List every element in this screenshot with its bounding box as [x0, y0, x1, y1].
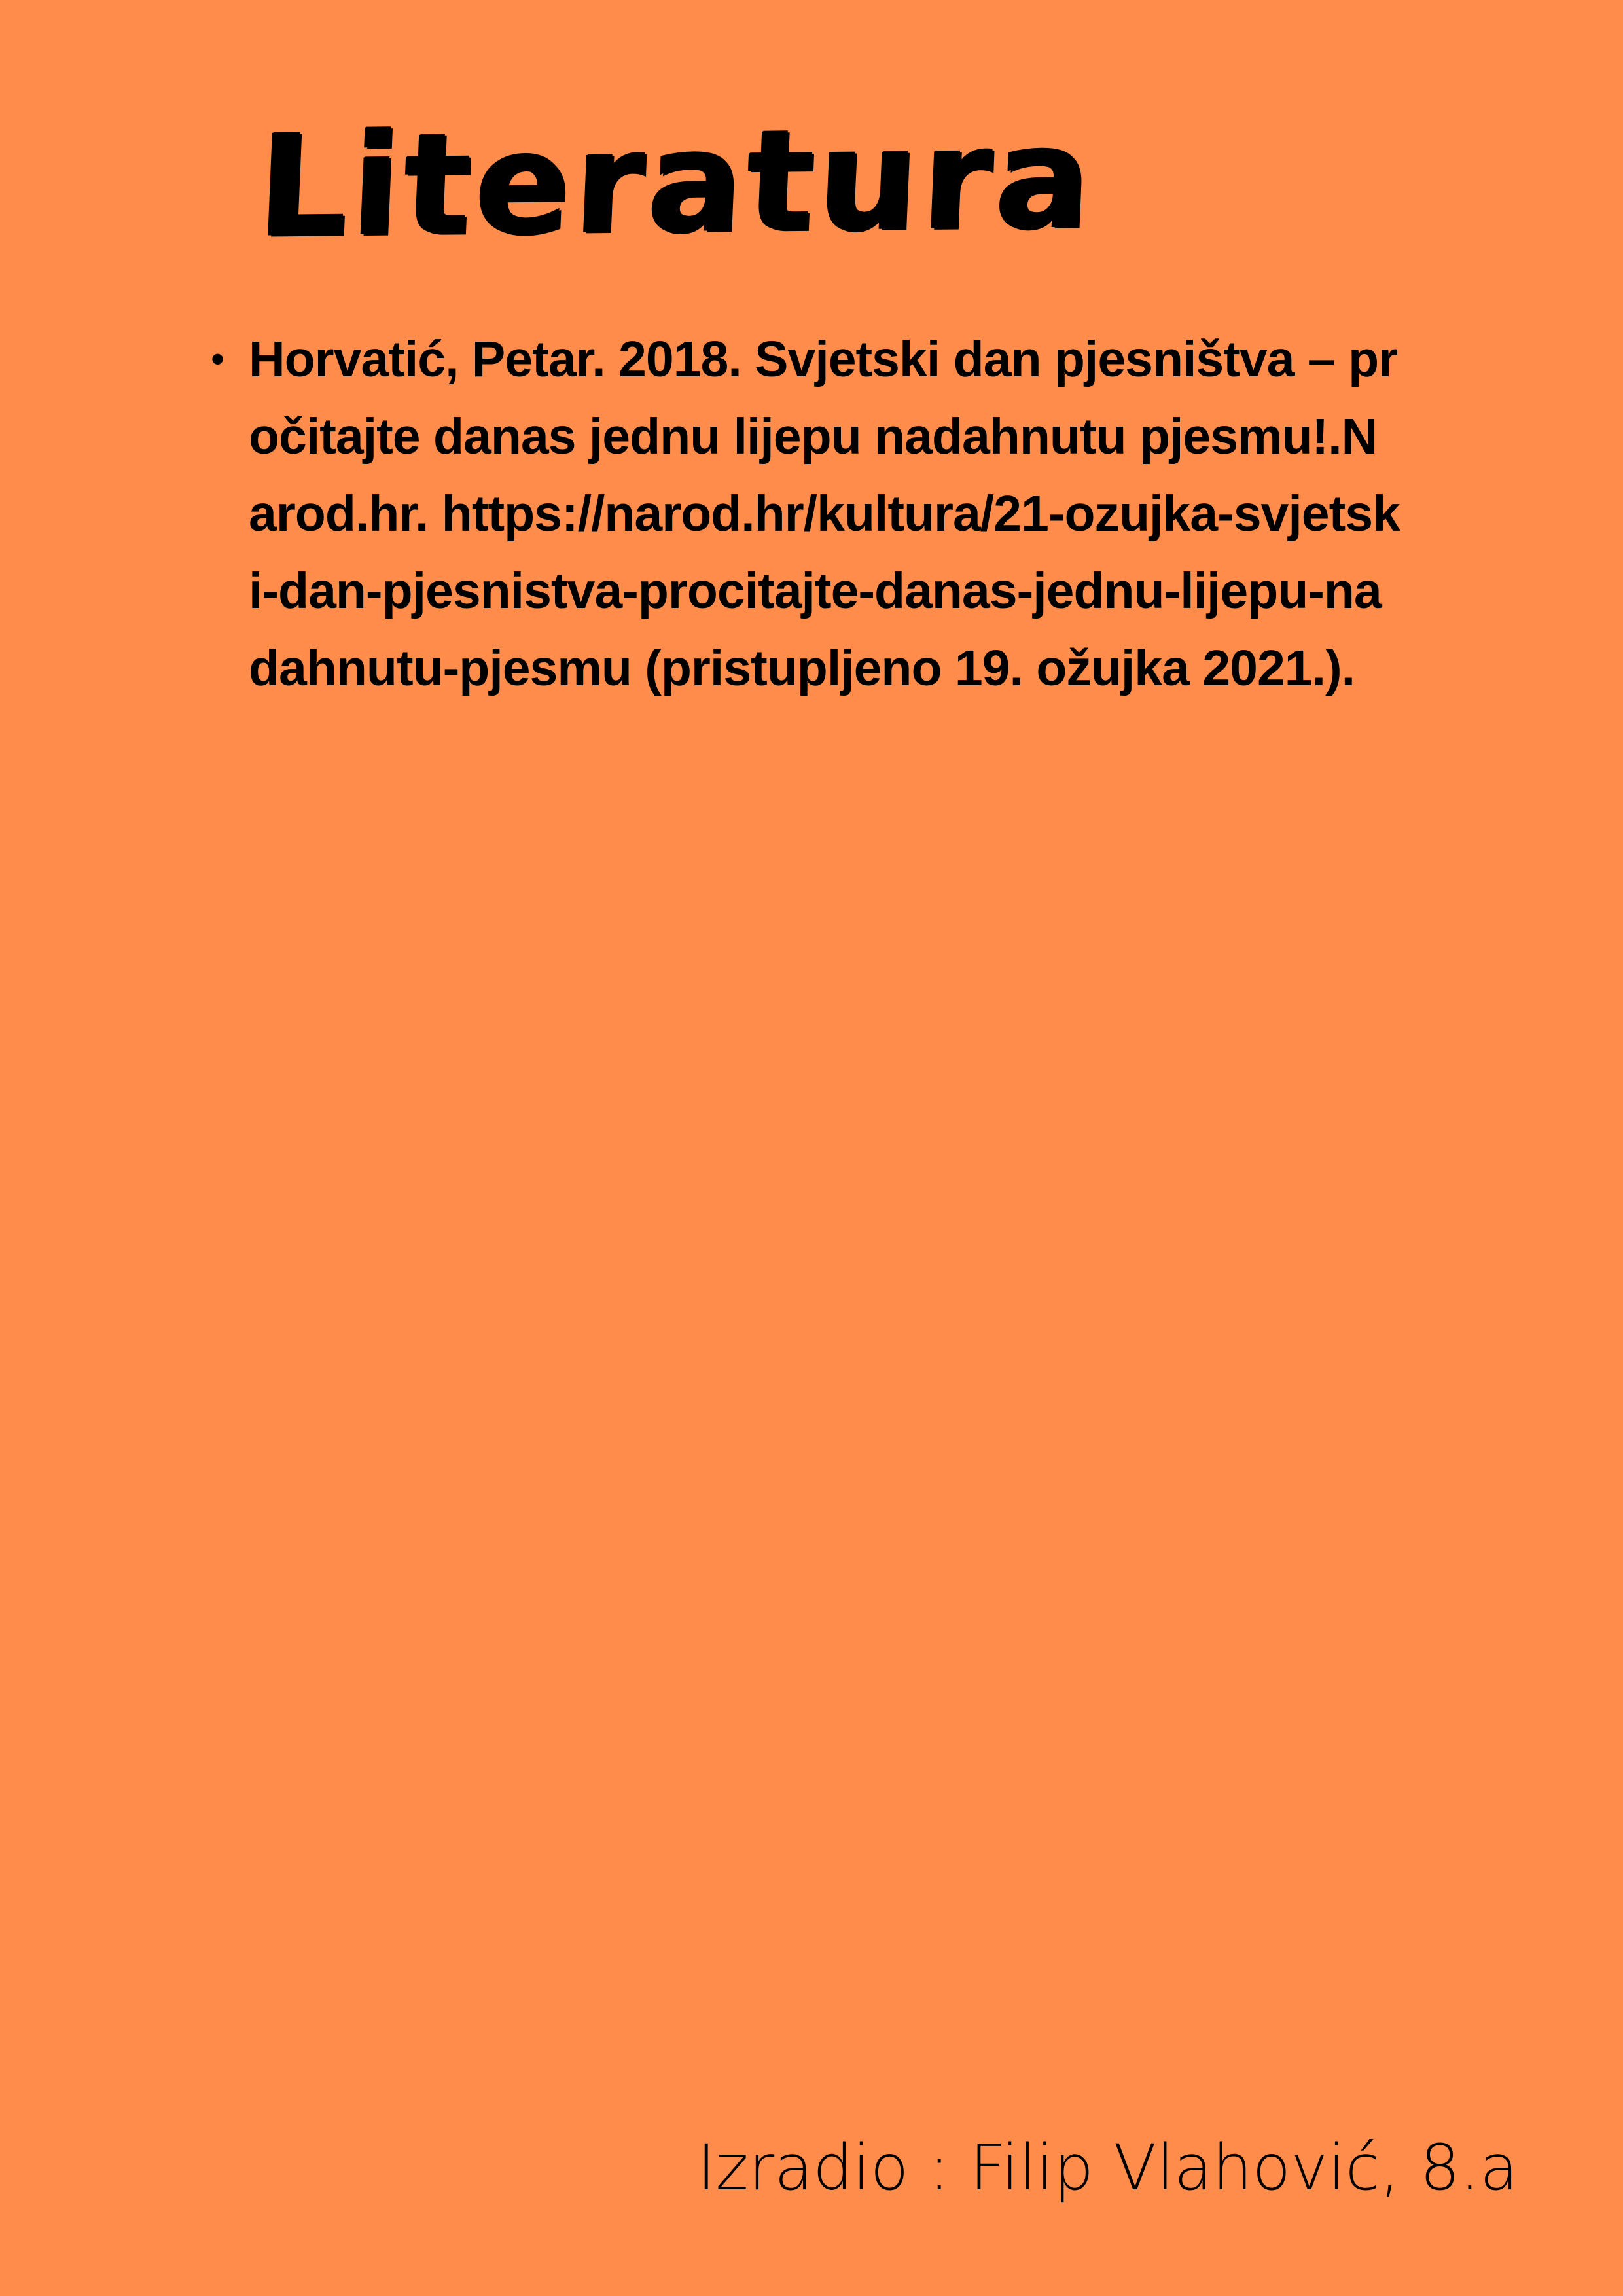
reference-text: Horvatić, Petar. 2018. Svjetski dan pjesništva – pročitajte danas jednu lijepu nadahnutu pjesmu!.Narod.hr. https://narod.hr/kultura/21-ozujka-svjetski-dan-pjesnistva-procitajte-danas-jednu-lijepu-nadahnutu-pjesmu (pristupljeno 19. ožujka 2021.).: [249, 331, 1400, 696]
bullet-icon: •: [211, 337, 224, 381]
page-title: Literatura: [255, 95, 1098, 268]
author-credit: Izradio : Filip Vlahović, 8.a: [697, 2131, 1518, 2204]
reference-list: [209, 321, 1400, 707]
reference-item: [209, 321, 1400, 707]
